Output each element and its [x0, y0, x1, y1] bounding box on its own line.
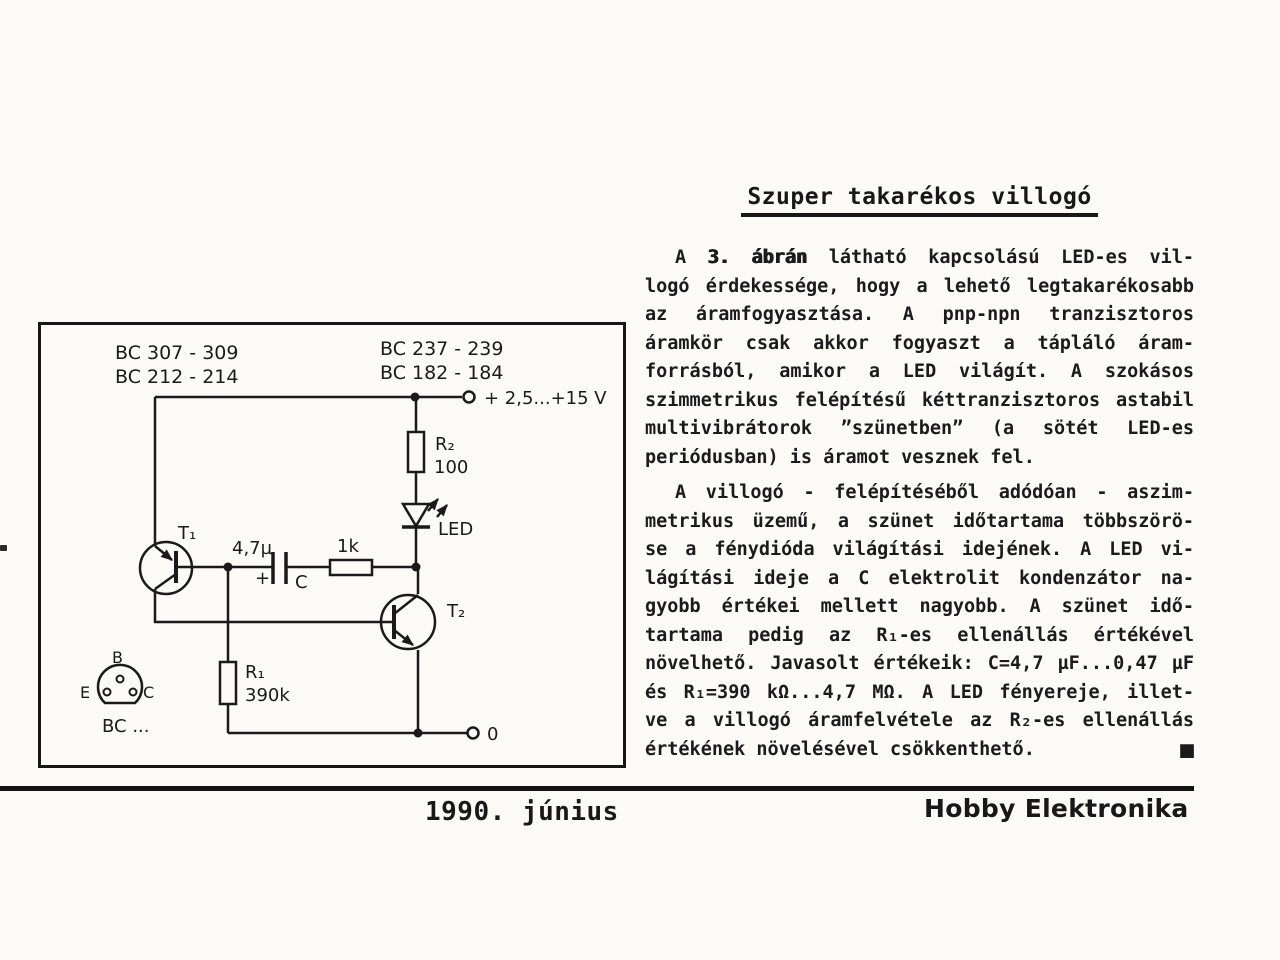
body-line: metrikus üzemű, a szünet időtartama többszörö- [645, 510, 1194, 532]
cap-value-label: 4,7µ [232, 538, 273, 559]
body-line: lágítási ideje a C elektrolit kondenzátor na- [645, 567, 1194, 589]
body-line: növelhető. Javasolt értékeik: C=4,7 µF...0,47 µF [645, 653, 1194, 674]
scan-artifact [0, 545, 7, 551]
article-column [645, 184, 1194, 764]
body-line: multivibrátorok ”szünetben” (a sötét LED-es [645, 418, 1194, 439]
capacitor-symbol [273, 552, 286, 584]
resistor-r1-symbol [220, 662, 236, 704]
ground-label: 0 [487, 724, 499, 745]
supply-terminal [464, 392, 475, 403]
end-of-article-mark: ■ [1180, 736, 1194, 763]
magazine-name: Hobby Elektronika [924, 794, 1189, 823]
body-line: forrásból, amikor a LED világít. A szokásos [645, 361, 1194, 382]
rb-value-label: 1k [337, 536, 359, 557]
t1-label: T₁ [178, 523, 197, 544]
body-line: ve a villogó áramfelvétele az R₂-es ellenállás [645, 710, 1194, 731]
body-line: áramkör csak akkor fogyaszt a tápláló áram- [645, 332, 1194, 354]
body-text: látható kapcsolású LED-es vil- [828, 247, 1195, 268]
paragraph [645, 244, 1194, 472]
body-line [645, 736, 1194, 765]
issue-date: 1990. június [425, 797, 619, 827]
pin-e-label: E [80, 683, 91, 702]
cap-name-label: C [295, 572, 308, 593]
r2-value-label: 100 [434, 457, 469, 478]
npn-type-label: BC 182 - 184 [380, 362, 504, 384]
body-line: az áramfogyasztása. A pnp-npn tranzisztoros [645, 304, 1194, 325]
body-line: szimmetrikus felépítésű kéttranzisztoros astabil [645, 389, 1194, 411]
body-line: gyobb értékei mellett nagyobb. A szünet idő- [645, 596, 1194, 617]
resistor-1k-symbol [330, 560, 372, 575]
npn-type-label: BC 237 - 239 [380, 338, 504, 360]
r1-name-label: R₁ [245, 662, 265, 683]
circuit-diagram [38, 322, 626, 768]
paragraph [645, 479, 1194, 764]
led-label: LED [438, 519, 474, 540]
transistor-pinout-symbol [98, 665, 142, 703]
pnp-type-label: BC 212 - 214 [115, 366, 239, 388]
body-line: logó érdekessége, hogy a lehető legtakarékosabb [645, 275, 1194, 297]
body-line: és R₁=390 kΩ...4,7 MΩ. A LED fényereje, illet- [645, 681, 1194, 703]
t2-label: T₂ [447, 601, 466, 622]
light-arrow-icon [437, 505, 447, 517]
pin-c-label: C [143, 683, 155, 702]
body-text: értékének növelésével csökkenthető. [645, 738, 1035, 760]
r1-value-label: 390k [245, 685, 290, 706]
body-text: A [675, 247, 687, 268]
supply-voltage-label: + 2,5...+15 V [484, 388, 607, 409]
figure-reference: 3. ábrán [707, 247, 808, 268]
r2-name-label: R₂ [435, 434, 455, 455]
resistor-r2-symbol [408, 432, 424, 472]
body-line: A villogó - felépítéséből adódóan - aszim- [675, 482, 1194, 503]
body-line: tartama pedig az R₁-es ellenállás értékével [645, 624, 1194, 646]
body-line: se a fénydióda világítási idejének. A LED vi- [645, 539, 1194, 560]
body-line: periódusban) is áramot vesznek fel. [645, 446, 1035, 468]
ground-terminal [468, 728, 479, 739]
pinout-caption: BC ... [102, 716, 150, 737]
pin-b-label: B [112, 648, 123, 667]
article-title: Szuper takarékos villogó [741, 184, 1097, 217]
cap-polarity-label: + [255, 568, 271, 589]
footer-divider [0, 786, 1194, 791]
pnp-type-label: BC 307 - 309 [115, 342, 239, 364]
body-line [645, 244, 1194, 273]
circuit-figure [38, 322, 626, 768]
